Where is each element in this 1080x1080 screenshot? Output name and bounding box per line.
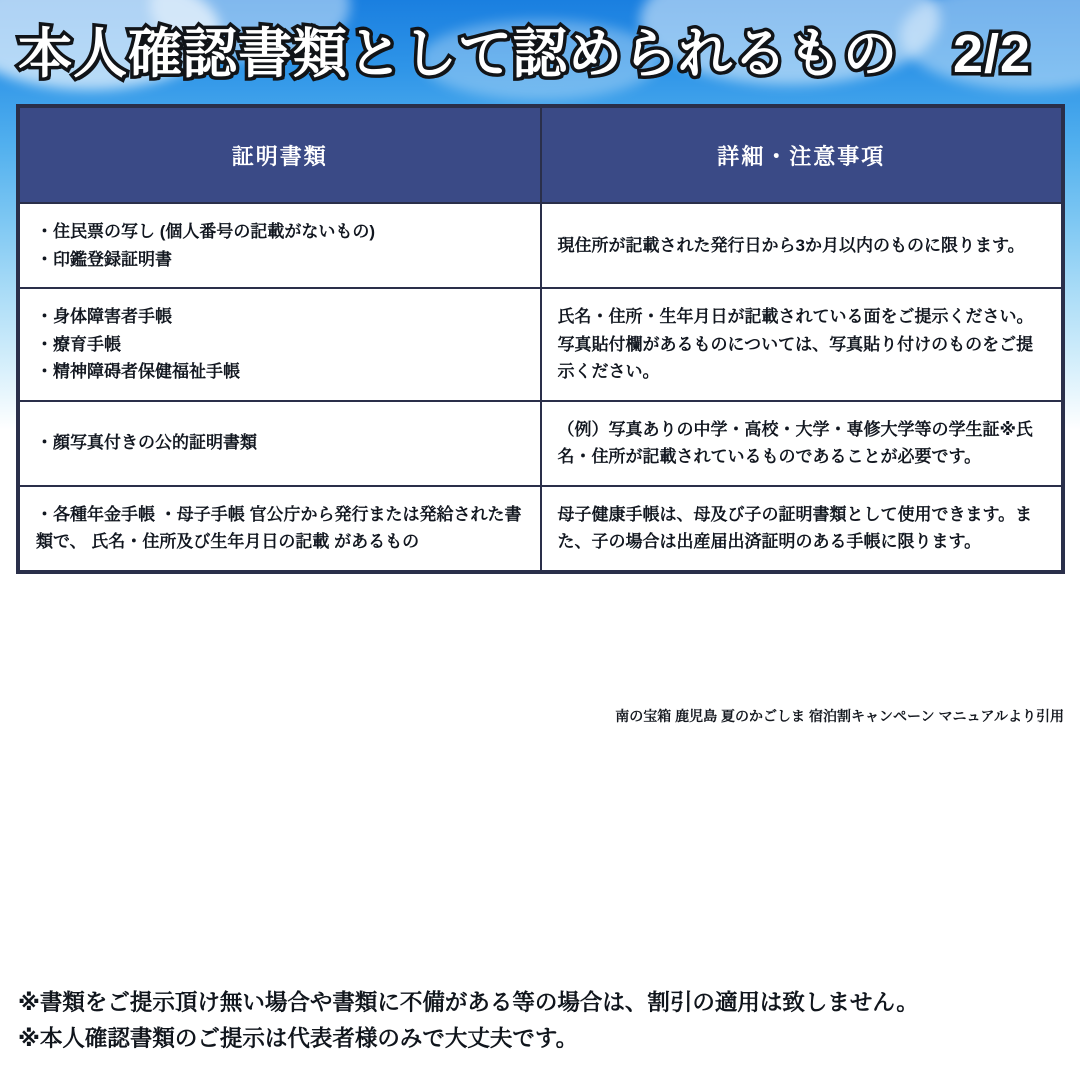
document-cell [19, 288, 541, 401]
document-line: ・各種年金手帳 ・母子手帳 官公庁から発行または発給された書類で、 氏名・住所及び生年月日の記載 があるもの [36, 504, 522, 552]
documents-table-container [16, 104, 1065, 574]
table-row [19, 401, 1062, 486]
footer-notes [18, 985, 1068, 1058]
documents-table [18, 106, 1063, 572]
detail-cell: 氏名・住所・生年月日が記載されている面をご提示ください。 写真貼付欄があるものについては、写真貼り付けのものをご提 示ください。 [541, 288, 1063, 401]
page-title-bar [0, 8, 1080, 90]
document-line: ・顔写真付きの公的証明書類 [36, 433, 257, 453]
table-body [19, 203, 1062, 571]
table-row [19, 288, 1062, 401]
detail-cell: （例）写真ありの中学・高校・大学・専修大学等の学生証※氏名・住所が記載されているものであることが必要です。 [541, 401, 1063, 486]
column-header-document: 証明書類 [19, 107, 541, 203]
document-cell [19, 486, 541, 571]
document-line: ・住民票の写し (個人番号の記載がないもの) [36, 222, 376, 241]
footer-note-1: ※書類をご提示頂け無い場合や書類に不備がある等の場合は、割引の適用は致しません。 [18, 990, 919, 1015]
page-title: 本人確認書類として認められるもの 2/2 [18, 23, 1032, 84]
table-head [19, 107, 1062, 203]
source-credit: 南の宝箱 鹿児島 夏のかごしま 宿泊割キャンペーン マニュアルより引用 [615, 708, 1064, 724]
table-row [19, 486, 1062, 571]
document-line: ・印鑑登録証明書 [36, 249, 172, 269]
table-row [19, 203, 1062, 288]
document-cell [19, 401, 541, 486]
document-line: ・精神障碍者保健福祉手帳 [36, 362, 240, 382]
document-line: ・療育手帳 [36, 334, 121, 354]
detail-cell: 現住所が記載された発行日から3か月以内のものに限ります。 [541, 203, 1063, 288]
footer-note-2: ※本人確認書類のご提示は代表者様のみで大丈夫です。 [18, 1026, 579, 1052]
document-cell [19, 203, 541, 288]
table-header-row [19, 107, 1062, 203]
column-header-details: 詳細・注意事項 [541, 107, 1063, 203]
detail-cell: 母子健康手帳は、母及び子の証明書類として使用できます。ま た、子の場合は出産届出済証明のある手帳に限ります。 [541, 486, 1063, 571]
document-line: ・身体障害者手帳 [36, 307, 172, 327]
